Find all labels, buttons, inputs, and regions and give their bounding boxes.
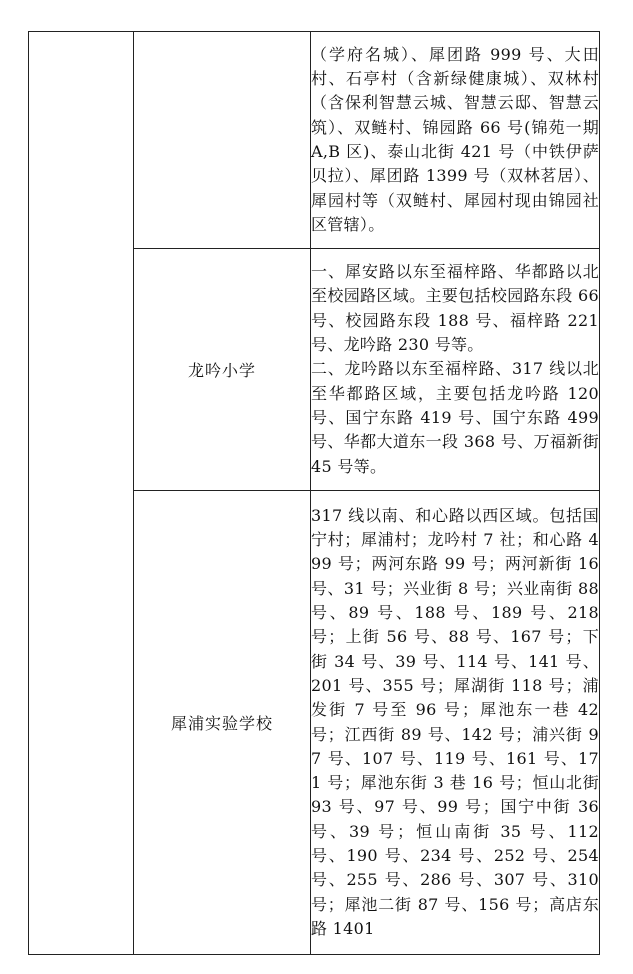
district-cell	[29, 32, 134, 955]
zone-paragraph: （学府名城）、犀团路 999 号、大田村、石亭村（含新绿健康城）、双林村（含保利智慧云城、智慧云邸、智慧云筑）、双鲢村、锦园路 66 号(锦苑一期 A,B 区)、泰山北街 421 号（中铁伊萨贝拉）、犀团路 1399 号（双林茗居）、犀园村等（双鲢村、犀园村现由锦园社区管辖）。	[311, 44, 599, 234]
zone-paragraph: 一、犀安路以东至福梓路、华都路以北至校园路区域。主要包括校园路东段 66 号、校园路东段 188 号、福梓路 221 号、龙吟路 230 号等。	[311, 262, 599, 355]
enrollment-zone-table	[28, 31, 600, 955]
zone-paragraph: 二、龙吟路以东至福梓路、317 线以北至华都路区域，主要包括龙吟路 120 号、国宁东路 419 号、国宁东路 499 号、华都大道东一段 368 号、万福新街 45 号等。	[311, 359, 599, 476]
zone-description-cell	[311, 491, 600, 955]
zone-paragraph: 317 线以南、和心路以西区域。包括国宁村；犀浦村；龙吟村 7 社；和心路 499 号；两河东路 99 号；两河新街 16 号、31 号；兴业街 8 号；兴业南街 88 号、89 号、188 号、189 号、218 号；上街 56 号、88 号、167 号；下街 34 号、39 号、114 号、141 号、201 号、355 号；犀湖街 118 号；浦发街 7 号至 96 号；犀池东一巷 42 号；江西街 89 号、142 号；浦兴街 97 号、107 号、119 号、161 号、171 号；犀池东街 3 巷 16 号；恒山北街 93 号、97 号、99 号；国宁中街 36 号、39 号；恒山南街 35 号、112 号、190 号、234 号、252 号、254 号、255 号、286 号、307 号、310 号；犀池二街 87 号、156 号；高店东路 1401	[311, 505, 599, 938]
zone-description-cell	[311, 249, 600, 491]
school-name-cell	[134, 32, 311, 249]
school-name-cell: 犀浦实验学校	[134, 491, 311, 955]
school-name-cell: 龙吟小学	[134, 249, 311, 491]
table-row	[29, 32, 600, 249]
zone-description-cell	[311, 32, 600, 249]
